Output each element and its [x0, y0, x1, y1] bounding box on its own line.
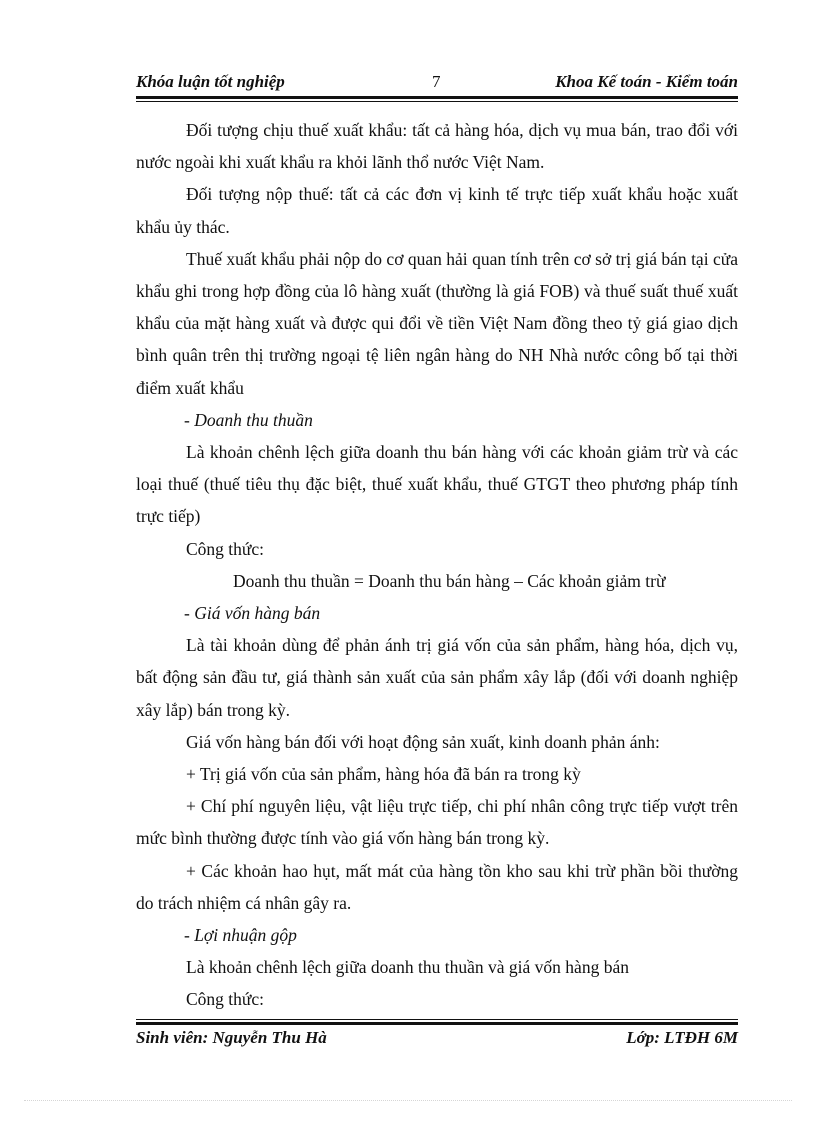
page-edge-dotted-line [24, 1100, 792, 1101]
paragraph-cogs-intro: Giá vốn hàng bán đối với hoạt động sản xuất, kinh doanh phản ánh: [186, 731, 660, 752]
formula-net-revenue: Doanh thu thuần = Doanh thu bán hàng – Các khoản giảm trừ [233, 570, 666, 591]
paragraph-cogs-def: Là tài khoản dùng để phản ánh trị giá vốn của sản phẩm, hàng hóa, dịch vụ, bất động sản đầu tư, giá thành sản xuất của sản phẩm xây lắp (đối với doanh nghiệp xây lắp) bán trong kỳ. [136, 635, 738, 720]
page-header [136, 72, 738, 96]
heading-gross-profit: - Lợi nhuận gộp [184, 925, 297, 946]
heading-cost-of-goods: - Giá vốn hàng bán [184, 603, 321, 624]
footer-student: Sinh viên: Nguyễn Thu Hà [136, 1028, 327, 1047]
footer-class: Lớp: LTĐH 6M [626, 1028, 738, 1047]
paragraph-taxable-objects: Đối tượng chịu thuế xuất khẩu: tất cả hàng hóa, dịch vụ mua bán, trao đổi với nước ngoài khi xuất khẩu ra khỏi lãnh thổ nước Việt Nam. [136, 120, 738, 173]
page-number: 7 [432, 72, 441, 91]
list-item-cogs-2: + Chí phí nguyên liệu, vật liệu trực tiếp, chi phí nhân công trực tiếp vượt trên mức bình thường được tính vào giá vốn hàng bán trong kỳ. [136, 796, 738, 849]
paragraph-taxpayers: Đối tượng nộp thuế: tất cả các đơn vị kinh tế trực tiếp xuất khẩu hoặc xuất khẩu ủy thác. [136, 184, 738, 237]
heading-net-revenue: - Doanh thu thuần [184, 409, 313, 430]
paragraph-export-tax-calc: Thuế xuất khẩu phải nộp do cơ quan hải quan tính trên cơ sở trị giá bán tại cửa khẩu ghi trong hợp đồng của lô hàng xuất (thường là giá FOB) và thuế suất thuế xuất khẩu của mặt hàng xuất và được qui đổi về tiền Việt Nam đồng theo tỷ giá giao dịch bình quân trên thị trường ngoại tệ liên ngân hàng do NH Nhà nước công bố tại thời điểm xuất khẩu [136, 248, 738, 398]
header-thesis-title: Khóa luận tốt nghiệp [136, 72, 285, 91]
paragraph-net-revenue-def: Là khoản chênh lệch giữa doanh thu bán hàng với các khoản giảm trừ và các loại thuế (thuế tiêu thụ đặc biệt, thuế xuất khẩu, thuế GTGT theo phương pháp tính trực tiếp) [136, 442, 738, 527]
header-rule [136, 96, 738, 102]
page-footer [136, 1028, 738, 1052]
header-faculty: Khoa Kế toán - Kiểm toán [555, 72, 738, 91]
paragraph-formula-label-2: Công thức: [186, 989, 265, 1010]
paragraph-formula-label-1: Công thức: [186, 538, 265, 559]
list-item-cogs-3: + Các khoản hao hụt, mất mát của hàng tồn kho sau khi trừ phần bồi thường do trách nhiệm cá nhân gây ra. [136, 860, 738, 913]
list-item-cogs-1: + Trị giá vốn của sản phẩm, hàng hóa đã bán ra trong kỳ [186, 764, 581, 785]
page-body [136, 114, 738, 1016]
paragraph-gross-profit-def: Là khoản chênh lệch giữa doanh thu thuần và giá vốn hàng bán [186, 957, 629, 978]
footer-rule [136, 1019, 738, 1025]
